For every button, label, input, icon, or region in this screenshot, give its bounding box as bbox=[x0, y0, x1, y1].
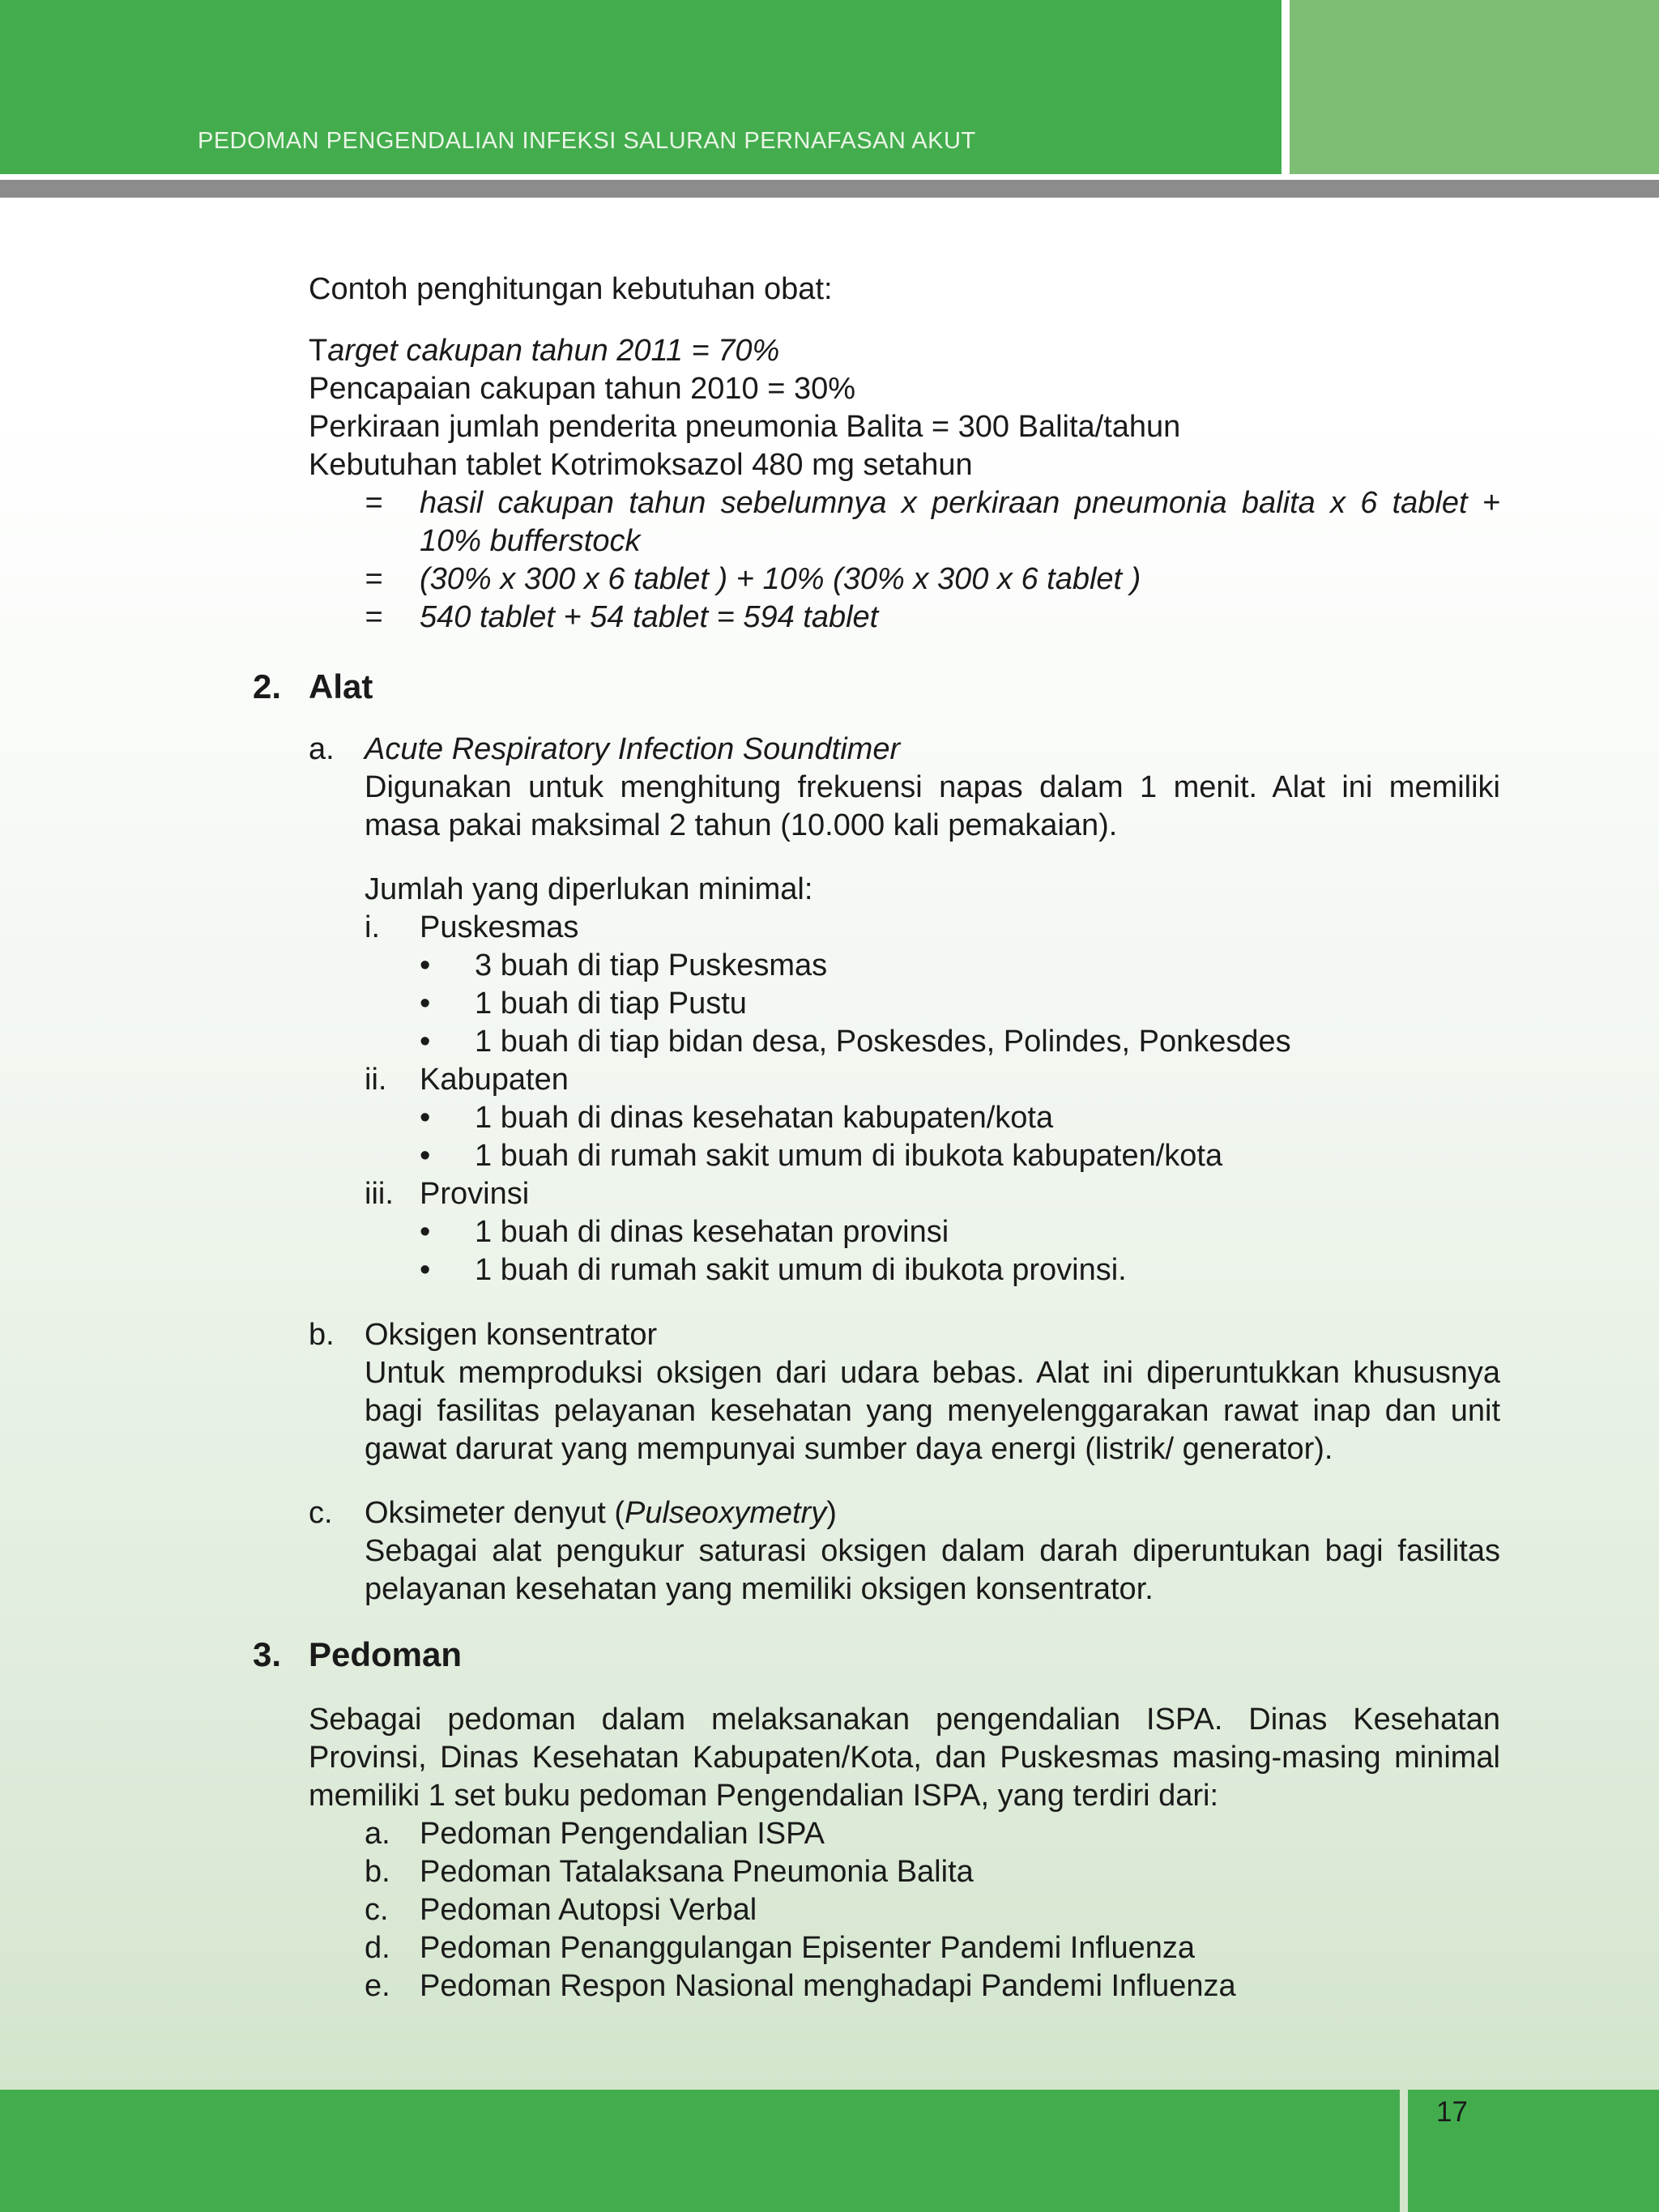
item-c-title bbox=[365, 1494, 837, 1532]
section-3-description: Sebagai pedoman dalam melaksanakan pengendalian ISPA. Dinas Kesehatan Provinsi, Dinas Kesehatan Kabupaten/Kota, dan Puskesmas masing-masing minimal memiliki 1 set buku pedoman Pengendalian ISPA, yang terdiri dari: bbox=[309, 1703, 1500, 1813]
equals-sign-3: = bbox=[365, 600, 383, 634]
group-marker-iii: iii. bbox=[365, 1177, 394, 1211]
calc-estimate: Perkiraan jumlah penderita pneumonia Balita = 300 Balita/tahun bbox=[309, 410, 1181, 444]
bullet: • bbox=[420, 1101, 431, 1135]
bullet: • bbox=[420, 1253, 431, 1287]
section-3-number: 3. bbox=[253, 1635, 282, 1673]
list-item: 1 buah di dinas kesehatan kabupaten/kota bbox=[475, 1101, 1054, 1135]
list-item: 1 buah di rumah sakit umum di ibukota kabupaten/kota bbox=[475, 1139, 1223, 1173]
item-c-marker: c. bbox=[309, 1496, 333, 1530]
bullet: • bbox=[420, 948, 431, 982]
item-a-marker: a. bbox=[309, 732, 335, 766]
item-b-description: Untuk memproduksi oksigen dari udara bebas. Alat ini diperuntukkan khususnya bagi fasilitas pelayanan kesehatan yang menyelenggarakan rawat inap dan unit gawat darurat yang mempunyai sumber daya energi (listrik/ generator). bbox=[365, 1356, 1500, 1466]
group-name-puskesmas: Puskesmas bbox=[420, 910, 579, 944]
intro-text: Contoh penghitungan kebutuhan obat: bbox=[309, 272, 833, 306]
calc-formula-1: hasil cakupan tahun sebelumnya x perkiraan pneumonia balita x 6 tablet + 10% bufferstock bbox=[420, 486, 1500, 558]
calc-achievement: Pencapaian cakupan tahun 2010 = 30% bbox=[309, 372, 856, 406]
section-2-number: 2. bbox=[253, 667, 282, 705]
bullet: • bbox=[420, 1139, 431, 1173]
item-a-description: Digunakan untuk menghitung frekuensi napas dalam 1 menit. Alat ini memiliki masa pakai maksimal 2 tahun (10.000 kali pemakaian). bbox=[365, 770, 1500, 842]
pedoman-marker-e: e. bbox=[365, 1969, 390, 2003]
header-divider-bar bbox=[0, 180, 1659, 198]
item-c-title-post: ) bbox=[826, 1496, 837, 1530]
pedoman-marker-c: c. bbox=[365, 1893, 389, 1927]
group-name-kabupaten: Kabupaten bbox=[420, 1063, 569, 1097]
item-b-title: Oksigen konsentrator bbox=[365, 1318, 658, 1352]
list-item: 1 buah di dinas kesehatan provinsi bbox=[475, 1215, 949, 1249]
equals-sign-1: = bbox=[365, 486, 383, 520]
item-c-title-pre: Oksimeter denyut ( bbox=[365, 1496, 625, 1530]
group-name-provinsi: Provinsi bbox=[420, 1177, 530, 1211]
list-item: 1 buah di rumah sakit umum di ibukota provinsi. bbox=[475, 1253, 1127, 1287]
page-number: 17 bbox=[1436, 2096, 1468, 2128]
footer-band bbox=[0, 2090, 1400, 2212]
group-marker-i: i. bbox=[365, 910, 380, 944]
bullet: • bbox=[420, 1025, 431, 1059]
pedoman-item: Pedoman Respon Nasional menghadapi Pandemi Influenza bbox=[420, 1969, 1236, 2003]
pedoman-marker-d: d. bbox=[365, 1931, 390, 1965]
calc-target-rest: arget cakupan tahun 2011 = 70% bbox=[327, 334, 780, 368]
section-2-title: Alat bbox=[309, 667, 373, 705]
list-item: 3 buah di tiap Puskesmas bbox=[475, 948, 828, 982]
section-3-title: Pedoman bbox=[309, 1635, 463, 1673]
item-a-title: Acute Respiratory Infection Soundtimer bbox=[365, 732, 901, 766]
equals-sign-2: = bbox=[365, 562, 383, 596]
pedoman-item: Pedoman Tatalaksana Pneumonia Balita bbox=[420, 1855, 974, 1889]
bullet: • bbox=[420, 1215, 431, 1249]
minimum-label: Jumlah yang diperlukan minimal: bbox=[365, 872, 813, 906]
item-c-description: Sebagai alat pengukur saturasi oksigen dalam darah diperuntukan bagi fasilitas pelayanan kesehatan yang memiliki oksigen konsentrator. bbox=[365, 1534, 1500, 1606]
running-header-title: PEDOMAN PENGENDALIAN INFEKSI SALURAN PERNAFASAN AKUT bbox=[198, 128, 976, 154]
calc-formula-2: (30% x 300 x 6 tablet ) + 10% (30% x 300 x 6 tablet ) bbox=[420, 562, 1141, 596]
calc-formula-3: 540 tablet + 54 tablet = 594 tablet bbox=[420, 600, 879, 634]
pedoman-marker-b: b. bbox=[365, 1855, 390, 1889]
pedoman-marker-a: a. bbox=[365, 1817, 390, 1851]
header-accent-block bbox=[1290, 0, 1659, 174]
calc-target-lead: T bbox=[309, 334, 328, 368]
pedoman-item: Pedoman Penanggulangan Episenter Pandemi Influenza bbox=[420, 1931, 1196, 1965]
item-c-title-italic: Pulseoxymetry bbox=[625, 1496, 827, 1530]
item-b-marker: b. bbox=[309, 1318, 335, 1352]
group-marker-ii: ii. bbox=[365, 1063, 387, 1097]
calc-target bbox=[309, 332, 779, 370]
pedoman-item: Pedoman Pengendalian ISPA bbox=[420, 1817, 825, 1851]
calc-need: Kebutuhan tablet Kotrimoksazol 480 mg setahun bbox=[309, 448, 973, 482]
list-item: 1 buah di tiap bidan desa, Poskesdes, Polindes, Ponkesdes bbox=[475, 1025, 1291, 1059]
list-item: 1 buah di tiap Pustu bbox=[475, 987, 747, 1021]
pedoman-item: Pedoman Autopsi Verbal bbox=[420, 1893, 757, 1927]
bullet: • bbox=[420, 987, 431, 1021]
